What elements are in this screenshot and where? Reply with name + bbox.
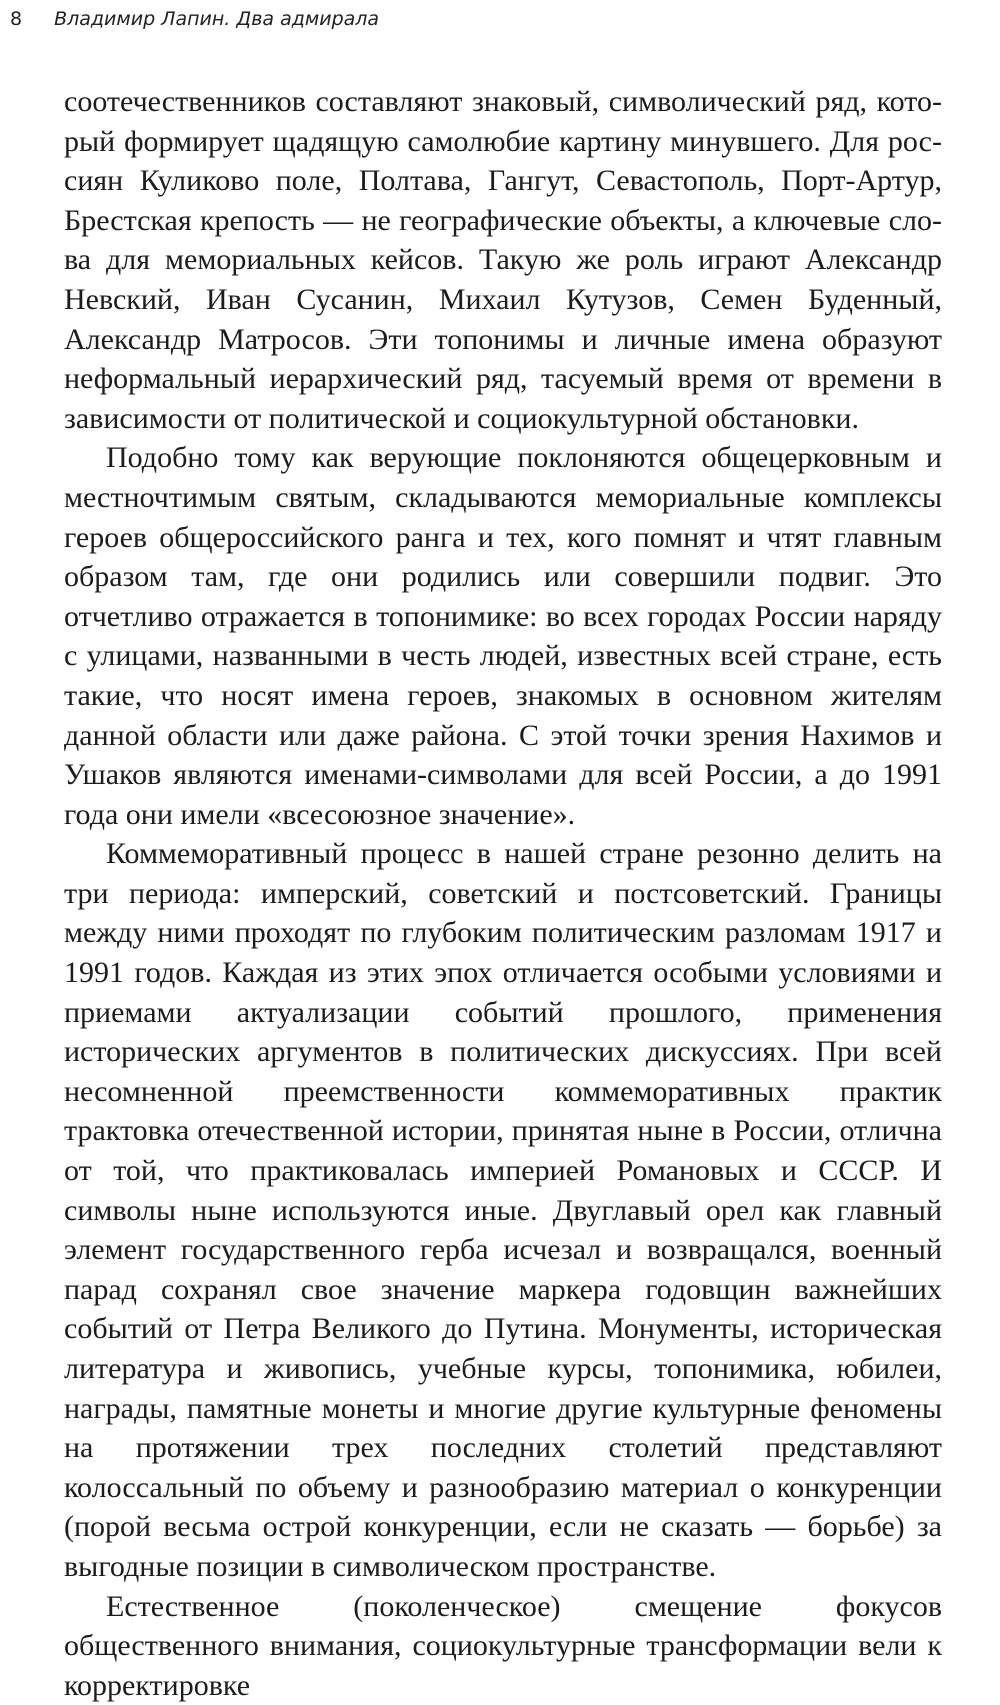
text-body xyxy=(64,82,942,1705)
page-number: 8 xyxy=(10,8,23,30)
running-header xyxy=(10,8,379,38)
book-title: Владимир Лапин. Два адмирала xyxy=(54,8,380,30)
paragraph-4: Естественное (поколенческое) смещение фокусов общественного внимания, социокультурные трансформации вели к корректировке xyxy=(64,1589,942,1702)
paragraph-2: Подобно тому как верующие поклоняются общецерковным и местночтимым святым, складываются мемориальные комплексы героев общероссийского ранга и тех, кого помнят и чтят главным образом там, где они родились или совершили подвиг. Это отчетливо отражается в топонимике: во всех городах России наряду с улицами, названными в честь людей, известных всей стране, есть такие, что носят имена героев, знакомых в основном жителям данной области или даже района. С этой точки зрения Нахимов и Ушаков являются именами-символами для всей России, а до 1991 года они имели «всесоюзное значение». xyxy=(64,441,942,831)
paragraph-1: соотечественников составляют знаковый, символический ряд, который формирует щадящую самолюбие картину минувшего. Для россиян Куликово поле, Полтава, Гангут, Севастополь, Порт-Артур, Брестская крепость — не географические объекты, а ключевые слова для мемориальных кейсов. Такую же роль играют Александр Невский, Иван Сусанин, Михаил Кутузов, Семен Буденный, Александр Матросов. Эти топонимы и личные имена образуют неформальный иерархический ряд, тасуемый время от времени в зависимости от политической и социокультурной обстановки. xyxy=(64,85,942,435)
paragraph-3: Коммеморативный процесс в нашей стране резонно делить на три периода: имперский, советский и постсоветский. Границы между ними проходят по глубоким политическим разломам 1917 и 1991 годов. Каждая из этих эпох отличается особыми условиями и приемами актуализации событий прошлого, применения исторических аргументов в политических дискуссиях. При всей несомненной преемственности коммеморативных практик трактовка отечественной истории, принятая ныне в России, отлична от той, что практиковалась империей Романовых и СССР. И символы ныне используются иные. Двуглавый орел как главный элемент государственного герба исчезал и возвращался, военный парад сохранял свое значение маркера годовщин важнейших событий от Петра Великого до Путина. Монументы, историческая литература и живопись, учебные курсы, топонимика, юбилеи, награды, памятные монеты и многие другие культурные феномены на протяжении трех последних столетий представляют колоссальный по объему и разнообразию материал о конкуренции (порой весьма острой конкуренции, если не сказать — борьбе) за выгодные позиции в символическом пространстве. xyxy=(64,837,942,1583)
